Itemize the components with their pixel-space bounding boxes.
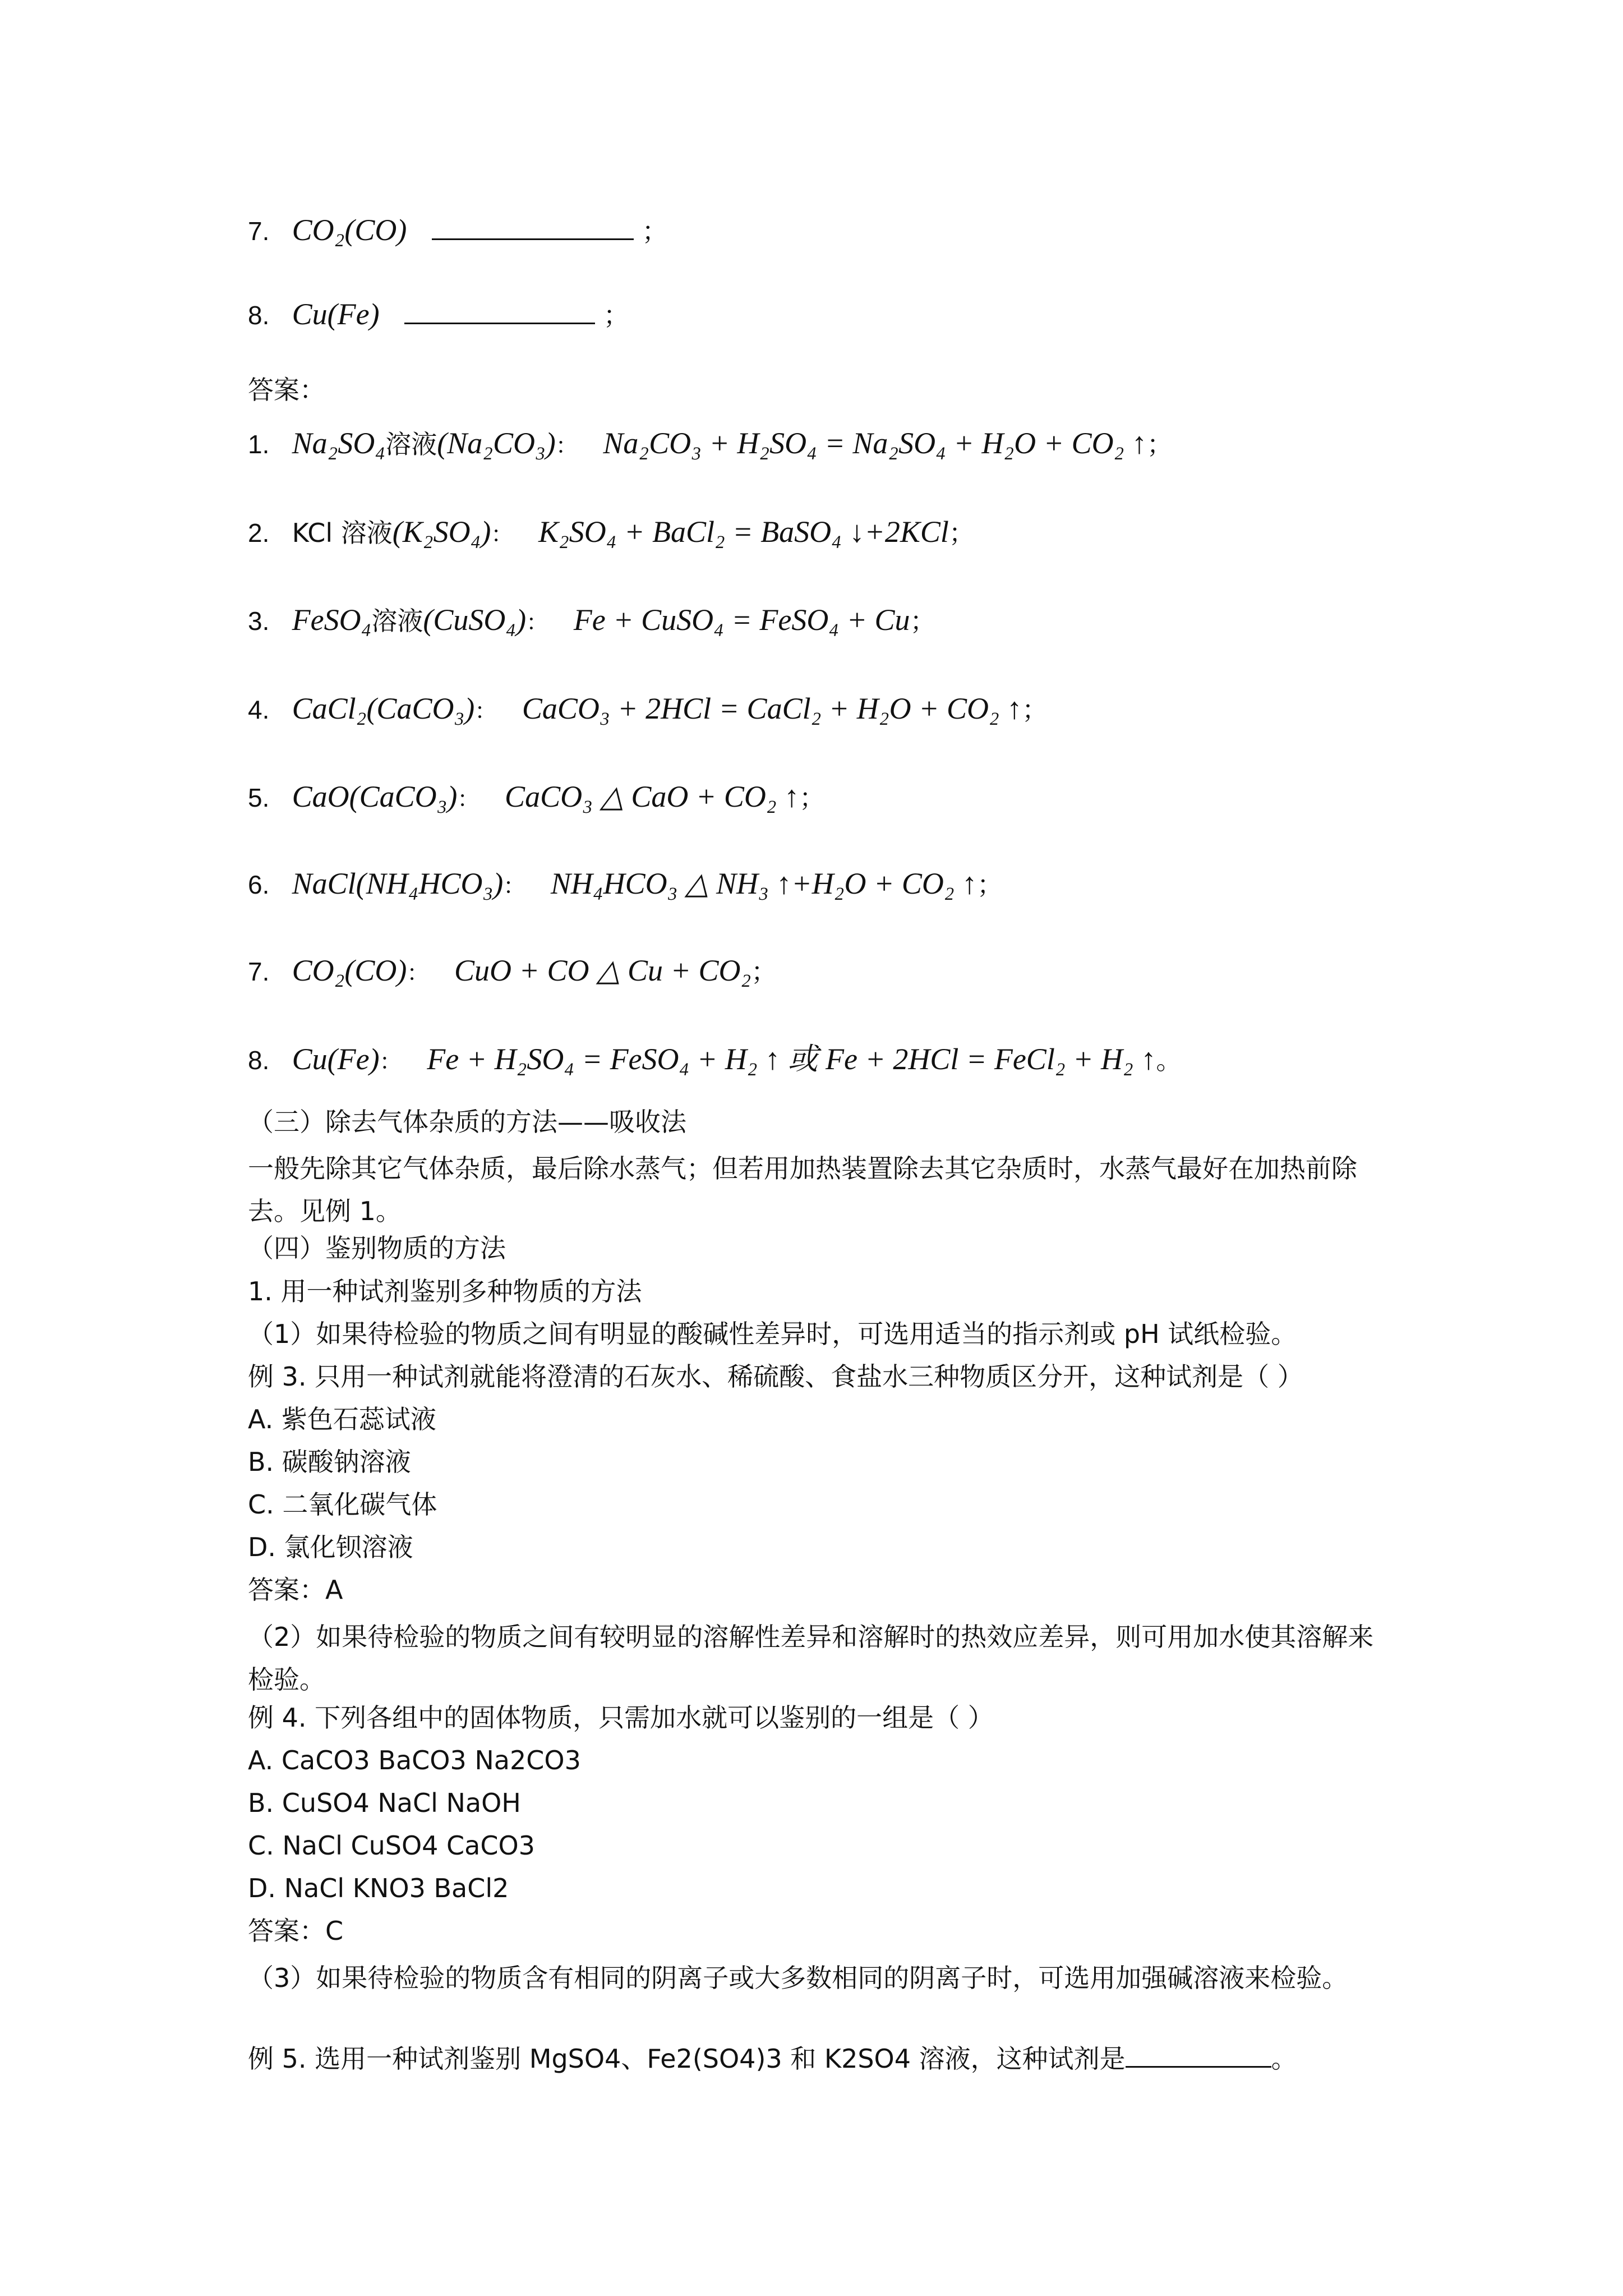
colon: ： [457, 786, 480, 812]
substance: CO₂ [292, 954, 345, 987]
question-example-5 [248, 2042, 1297, 2076]
option-b: B. 碳酸钠溶液 [248, 1447, 411, 1477]
equation: CuO + CO △ Cu + CO₂ [454, 954, 751, 987]
colon: ： [526, 610, 549, 636]
answer-row [248, 954, 777, 990]
answer-blank[interactable] [1126, 2059, 1271, 2068]
answer-row [248, 1042, 1182, 1079]
equation: Fe + CuSO₄ = FeSO₄ + Cu [573, 603, 910, 637]
option-c: C. 二氧化碳气体 [248, 1489, 437, 1520]
question-number: 8. [248, 301, 270, 330]
question-example-4: 例 4. 下列各组中的固体物质，只需加水就可以鉴别的一组是（ ） [248, 1703, 994, 1733]
answer-blank[interactable] [404, 316, 595, 324]
answer-number: 3. [248, 606, 270, 636]
impurity: (K₂SO₄) [392, 515, 491, 549]
punctuation: ； [603, 300, 629, 330]
equation: Na₂CO₃ + H₂SO₄ = Na₂SO₄ + H₂O + CO₂ ↑ [603, 426, 1147, 460]
impurity: (CuSO₄) [423, 603, 527, 637]
question-number: 7. [248, 217, 270, 246]
answer-row [248, 692, 1048, 728]
punctuation: ； [948, 518, 975, 548]
answer-number: 5. [248, 783, 270, 812]
question-8 [248, 297, 629, 332]
impurity: (Fe) [327, 1042, 380, 1076]
answer-number: 7. [248, 957, 270, 986]
impurity: (CO) [344, 954, 407, 987]
punctuation: ； [1146, 429, 1173, 459]
substance: NaCl [292, 867, 356, 900]
colon: ： [474, 698, 497, 724]
question-7 [248, 213, 668, 248]
substance: CaO [292, 780, 349, 813]
substance: FeSO₄ [292, 603, 372, 637]
question-example-3: 例 3. 只用一种试剂就能将澄清的石灰水、稀硫酸、食盐水三种物质区分开，这种试剂是（ ） [248, 1361, 1303, 1392]
paragraph: 一般先除其它气体杂质，最后除水蒸气；但若用加热装置除去其它杂质时，水蒸气最好在加热前除去。见例 1。 [248, 1153, 1357, 1226]
answer-line: 答案：A [248, 1575, 343, 1605]
punctuation: ； [977, 869, 1003, 900]
answer-number: 2. [248, 518, 270, 547]
answer-row [248, 426, 1173, 463]
answer-number: 6. [248, 870, 270, 899]
option-d: D. 氯化钡溶液 [248, 1532, 413, 1562]
colon: ： [407, 960, 430, 986]
impurity: (Na₂CO₃) [437, 426, 556, 460]
option-a: A. CaCO3 BaCO3 Na2CO3 [248, 1745, 581, 1775]
punctuation: ； [799, 783, 826, 813]
question-formula: Cu(Fe) [292, 297, 380, 331]
option-d: D. NaCl KNO3 BaCl2 [248, 1873, 509, 1903]
equation: NH₄HCO₃ △ NH₃ ↑+H₂O + CO₂ ↑ [550, 867, 978, 900]
subheading: 1. 用一种试剂鉴别多种物质的方法 [248, 1276, 642, 1306]
punctuation: 。 [1156, 1045, 1182, 1075]
colon: ： [491, 522, 514, 547]
equation: K₂SO₄ + BaCl₂ = BaSO₄ ↓+2KCl [538, 515, 949, 549]
colon: ： [555, 433, 578, 459]
punctuation: ； [910, 606, 936, 636]
substance-suffix: 溶液 [385, 429, 437, 459]
substance: Cu [292, 1042, 328, 1076]
impurity: (CaCO₃) [366, 692, 475, 725]
substance-suffix: 溶液 [371, 606, 423, 636]
question-formula: CO₂(CO) [292, 213, 407, 247]
impurity: (CaCO₃) [349, 780, 458, 813]
paragraph: （1）如果待检验的物质之间有明显的酸碱性差异时，可选用适当的指示剂或 pH 试纸检验。 [248, 1319, 1297, 1349]
option-c: C. NaCl CuSO4 CaCO3 [248, 1830, 535, 1861]
answer-number: 8. [248, 1046, 270, 1075]
answer-row [248, 515, 975, 551]
option-a: A. 紫色石蕊试液 [248, 1404, 436, 1434]
impurity: (NH₄HCO₃) [356, 867, 504, 900]
answer-row [248, 867, 1003, 903]
colon: ： [503, 873, 526, 899]
colon: ： [379, 1049, 402, 1075]
paragraph: （3）如果待检验的物质含有相同的阴离子或大多数相同的阴离子时，可选用加强碱溶液来检验。 [248, 1963, 1348, 1993]
punctuation: ； [1022, 694, 1048, 725]
section-heading: （三）除去气体杂质的方法——吸收法 [248, 1107, 686, 1137]
option-b: B. CuSO4 NaCl NaOH [248, 1788, 521, 1818]
punctuation: ； [642, 216, 668, 246]
answer-row [248, 603, 936, 639]
answer-line: 答案：C [248, 1916, 344, 1946]
punctuation: ； [751, 956, 777, 987]
paragraph: （2）如果待检验的物质之间有较明显的溶解性差异和溶解时的热效应差异，则可用加水使其溶解来检验。 [248, 1622, 1374, 1695]
substance: Na₂SO₄ [292, 426, 386, 460]
question-text: 例 5. 选用一种试剂鉴别 MgSO4、Fe2(SO4)3 和 K2SO4 溶液，这种试剂是 [248, 2044, 1126, 2074]
answer-blank[interactable] [432, 232, 634, 240]
equation: Fe + H₂SO₄ = FeSO₄ + H₂ ↑ 或 Fe + 2HCl = FeCl₂ + H₂ ↑ [427, 1042, 1156, 1076]
answer-number: 4. [248, 695, 270, 724]
punctuation: 。 [1271, 2044, 1297, 2074]
answer-number: 1. [248, 430, 270, 459]
equation: CaCO₃ △ CaO + CO₂ ↑ [505, 780, 800, 813]
answer-row [248, 780, 825, 816]
substance: CaCl₂ [292, 692, 367, 725]
answer-heading: 答案： [248, 375, 325, 405]
substance: KCl 溶液 [292, 518, 393, 548]
equation: CaCO₃ + 2HCl = CaCl₂ + H₂O + CO₂ ↑ [522, 692, 1022, 725]
section-heading: （四）鉴别物质的方法 [248, 1233, 506, 1263]
